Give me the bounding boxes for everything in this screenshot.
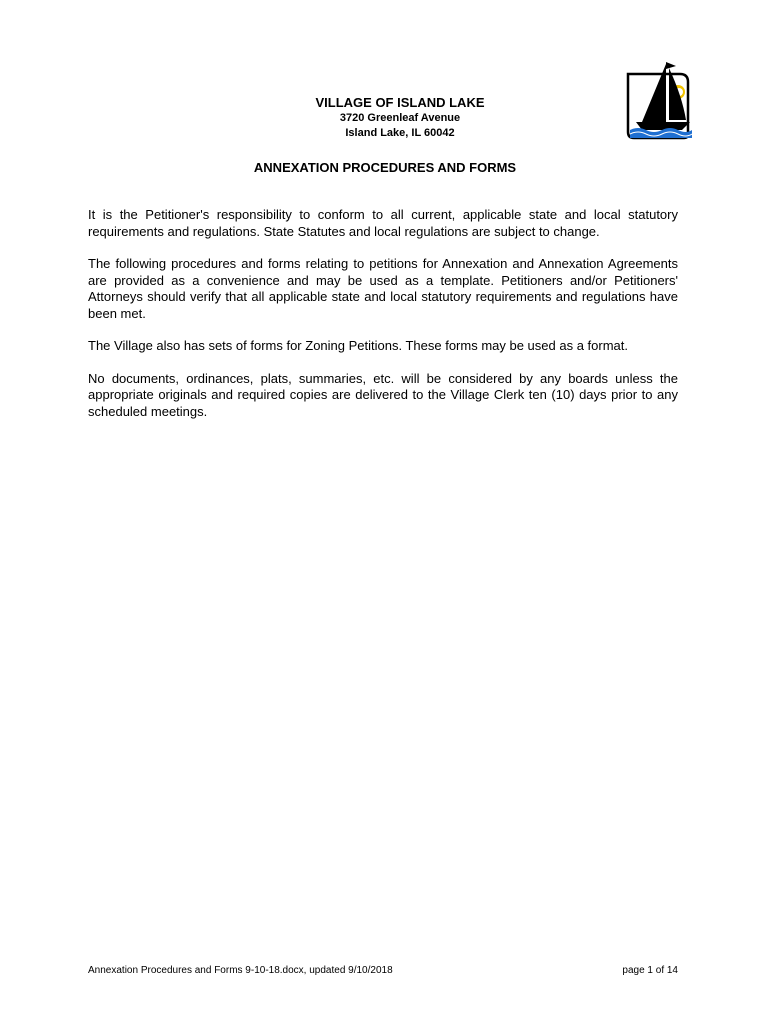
page-number: page 1 of 14 — [622, 965, 678, 976]
city-state-zip: Island Lake, IL 60042 — [345, 127, 455, 139]
footer-file-info: Annexation Procedures and Forms 9-10-18.docx, updated 9/10/2018 — [88, 965, 393, 976]
letterhead — [200, 95, 600, 141]
paragraph: The following procedures and forms relating to petitions for Annexation and Annexation Agreements are provided as a convenience and may be used as a template. Petitioners and/or Petitioners' Attorneys should verify that all applicable state and local statutory requirements and regulations have been met. — [88, 256, 678, 321]
organization-name: VILLAGE OF ISLAND LAKE — [315, 95, 485, 110]
document-title: ANNEXATION PROCEDURES AND FORMS — [253, 160, 517, 175]
paragraph: The Village also has sets of forms for Zoning Petitions. These forms may be used as a format. — [88, 338, 628, 353]
sailboat-logo-icon — [622, 60, 692, 140]
paragraph: No documents, ordinances, plats, summaries, etc. will be considered by any boards unless the appropriate originals and required copies are delivered to the Village Clerk ten (10) days prior to any scheduled meetings. — [88, 370, 678, 419]
street-address: 3720 Greenleaf Avenue — [339, 112, 461, 124]
document-body — [88, 207, 678, 436]
paragraph: It is the Petitioner's responsibility to conform to all current, applicable state and local statutory requirements and regulations. State Statutes and local regulations are subject to change. — [88, 207, 678, 239]
